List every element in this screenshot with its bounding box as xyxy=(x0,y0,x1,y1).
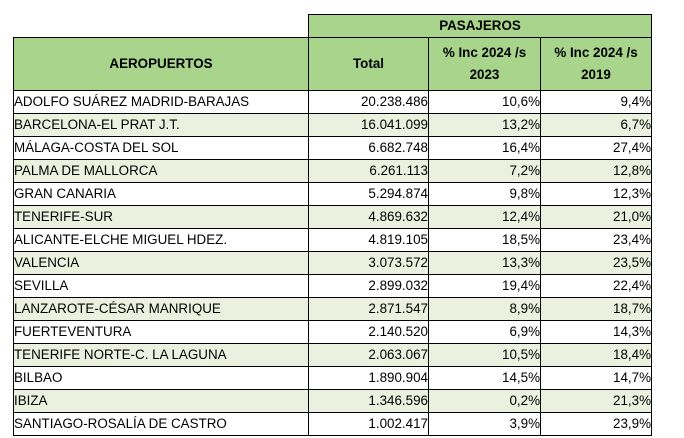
header-blank-cell xyxy=(14,15,309,38)
total-cell: 4.869.632 xyxy=(309,206,429,229)
table-row xyxy=(14,344,652,367)
total-cell: 6.261.113 xyxy=(309,160,429,183)
table-row xyxy=(14,275,652,298)
total-cell: 2.899.032 xyxy=(309,275,429,298)
inc-2023-cell: 13,3% xyxy=(429,252,541,275)
header-row xyxy=(14,38,652,91)
inc-2023-cell: 3,9% xyxy=(429,413,541,436)
inc-2019-cell: 18,4% xyxy=(541,344,652,367)
inc-2023-cell: 6,9% xyxy=(429,321,541,344)
inc-2023-cell: 18,5% xyxy=(429,229,541,252)
inc-2023-cell: 14,5% xyxy=(429,367,541,390)
inc-2019-cell: 22,4% xyxy=(541,275,652,298)
inc-2019-cell: 23,4% xyxy=(541,229,652,252)
inc-2023-header-line2: 2023 xyxy=(469,67,500,82)
airport-name-cell: BILBAO xyxy=(14,367,309,390)
airport-name-cell: LANZAROTE-CÉSAR MANRIQUE xyxy=(14,298,309,321)
airports-column-header: AEROPUERTOS xyxy=(14,38,309,91)
inc-2019-cell: 14,3% xyxy=(541,321,652,344)
total-cell: 1.002.417 xyxy=(309,413,429,436)
inc-2023-cell: 12,4% xyxy=(429,206,541,229)
table-row xyxy=(14,160,652,183)
table-row xyxy=(14,206,652,229)
inc-2023-cell: 0,2% xyxy=(429,390,541,413)
inc-2023-cell: 10,5% xyxy=(429,344,541,367)
airport-name-cell: TENERIFE NORTE-C. LA LAGUNA xyxy=(14,344,309,367)
airport-name-cell: BARCELONA-EL PRAT J.T. xyxy=(14,114,309,137)
table-row xyxy=(14,390,652,413)
total-cell: 2.140.520 xyxy=(309,321,429,344)
inc-2019-header-line1: % Inc 2024 /s xyxy=(554,45,638,60)
inc-2019-cell: 12,3% xyxy=(541,183,652,206)
inc-2019-cell: 21,0% xyxy=(541,206,652,229)
table-row xyxy=(14,321,652,344)
table-row xyxy=(14,367,652,390)
total-cell: 4.819.105 xyxy=(309,229,429,252)
airport-name-cell: FUERTEVENTURA xyxy=(14,321,309,344)
inc-2023-cell: 7,2% xyxy=(429,160,541,183)
airport-name-cell: GRAN CANARIA xyxy=(14,183,309,206)
inc-2019-cell: 12,8% xyxy=(541,160,652,183)
inc-2019-cell: 9,4% xyxy=(541,91,652,114)
inc-2023-cell: 8,9% xyxy=(429,298,541,321)
table-row xyxy=(14,114,652,137)
airport-name-cell: IBIZA xyxy=(14,390,309,413)
airport-name-cell: SEVILLA xyxy=(14,275,309,298)
table-row xyxy=(14,183,652,206)
inc-2023-cell: 10,6% xyxy=(429,91,541,114)
passengers-table xyxy=(13,14,652,436)
inc-2023-cell: 13,2% xyxy=(429,114,541,137)
airport-name-cell: ALICANTE-ELCHE MIGUEL HDEZ. xyxy=(14,229,309,252)
total-cell: 6.682.748 xyxy=(309,137,429,160)
inc-2019-header-line2: 2019 xyxy=(581,67,611,82)
total-cell: 16.041.099 xyxy=(309,114,429,137)
inc-2023-cell: 16,4% xyxy=(429,137,541,160)
inc-2019-cell: 23,9% xyxy=(541,413,652,436)
total-cell: 1.890.904 xyxy=(309,367,429,390)
airport-name-cell: ADOLFO SUÁREZ MADRID-BARAJAS xyxy=(14,91,309,114)
airport-name-cell: SANTIAGO-ROSALÍA DE CASTRO xyxy=(14,413,309,436)
table-row xyxy=(14,413,652,436)
total-cell: 20.238.486 xyxy=(309,91,429,114)
total-cell: 2.871.547 xyxy=(309,298,429,321)
table-row xyxy=(14,137,652,160)
inc-2019-column-header xyxy=(541,38,652,91)
airport-name-cell: VALENCIA xyxy=(14,252,309,275)
airport-name-cell: PALMA DE MALLORCA xyxy=(14,160,309,183)
inc-2023-cell: 9,8% xyxy=(429,183,541,206)
total-column-header: Total xyxy=(309,38,429,91)
inc-2019-cell: 6,7% xyxy=(541,114,652,137)
inc-2023-header-line1: % Inc 2024 /s xyxy=(442,45,527,60)
inc-2019-cell: 23,5% xyxy=(541,252,652,275)
header-group-row xyxy=(14,15,652,38)
inc-2023-column-header xyxy=(429,38,541,91)
inc-2019-cell: 21,3% xyxy=(541,390,652,413)
table-row xyxy=(14,298,652,321)
inc-2023-cell: 19,4% xyxy=(429,275,541,298)
total-cell: 1.346.596 xyxy=(309,390,429,413)
airport-name-cell: TENERIFE-SUR xyxy=(14,206,309,229)
inc-2019-cell: 18,7% xyxy=(541,298,652,321)
total-cell: 2.063.067 xyxy=(309,344,429,367)
table-row xyxy=(14,252,652,275)
passengers-group-header: PASAJEROS xyxy=(309,15,652,38)
table-body xyxy=(14,15,652,436)
table-row xyxy=(14,229,652,252)
inc-2019-cell: 27,4% xyxy=(541,137,652,160)
inc-2019-cell: 14,7% xyxy=(541,367,652,390)
airport-name-cell: MÁLAGA-COSTA DEL SOL xyxy=(14,137,309,160)
total-cell: 5.294.874 xyxy=(309,183,429,206)
total-cell: 3.073.572 xyxy=(309,252,429,275)
table-row xyxy=(14,91,652,114)
